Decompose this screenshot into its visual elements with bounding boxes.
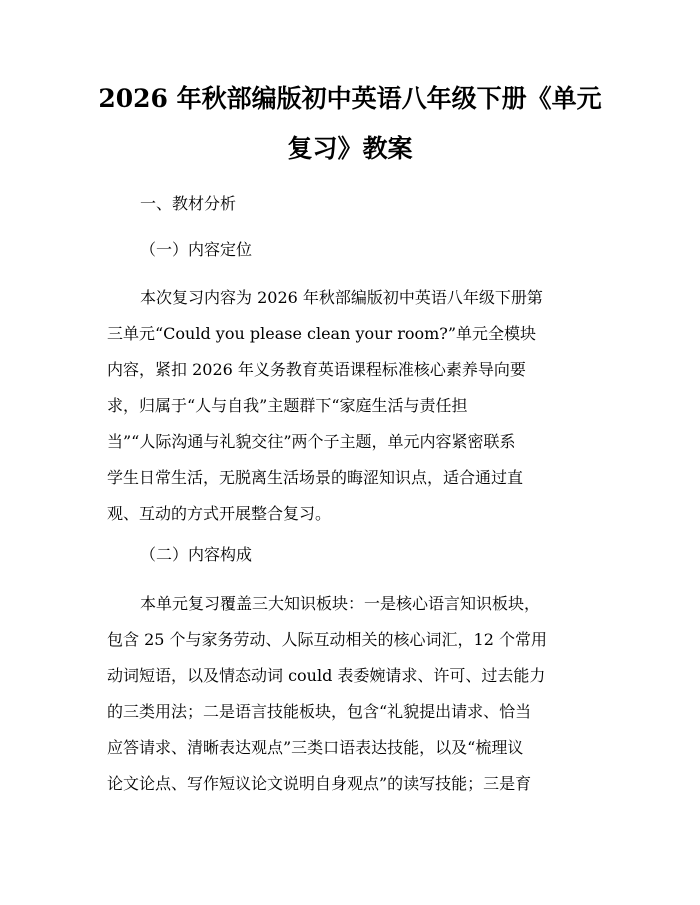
subsection-heading-content-composition: （二）内容构成 bbox=[140, 545, 253, 564]
subsection-heading-content-positioning: （一）内容定位 bbox=[140, 240, 253, 259]
paragraph-1-line-7: 观、互动的方式开展整合复习。 bbox=[107, 504, 332, 523]
paragraph-1-line-1: 本次复习内容为 2026 年秋部编版初中英语八年级下册第 bbox=[140, 288, 543, 307]
paragraph-2-line-6: 论文论点、写作短议论文说明自身观点”的读写技能；三是育 bbox=[107, 774, 532, 793]
paragraph-1-line-5: 当”“人际沟通与礼貌交往”两个子主题，单元内容紧密联系 bbox=[107, 432, 516, 451]
paragraph-1-line-2: 三单元“Could you please clean your room?”单元全模块 bbox=[107, 324, 537, 343]
section-heading-textbook-analysis: 一、教材分析 bbox=[140, 194, 237, 213]
paragraph-1-line-6: 学生日常生活，无脱离生活场景的晦涩知识点，适合通过直 bbox=[107, 468, 524, 487]
paragraph-2-line-5: 应答请求、清晰表达观点”三类口语表达技能，以及“梳理议 bbox=[107, 738, 524, 757]
paragraph-2-line-2: 包含 25 个与家务劳动、人际互动相关的核心词汇，12 个常用 bbox=[107, 630, 547, 649]
paragraph-2-line-3: 动词短语，以及情态动词 could 表委婉请求、许可、过去能力 bbox=[107, 666, 546, 685]
paragraph-1-line-3: 内容，紧扣 2026 年义务教育英语课程标准核心素养导向要 bbox=[107, 360, 526, 379]
paragraph-1-line-4: 求，归属于“人与自我”主题群下“家庭生活与责任担 bbox=[107, 396, 468, 415]
document-title-line-2: 复习》教案 bbox=[287, 134, 413, 163]
paragraph-2-line-4: 的三类用法；二是语言技能板块，包含“礼貌提出请求、恰当 bbox=[107, 702, 532, 721]
document-title-line-1: 2026 年秋部编版初中英语八年级下册《单元 bbox=[98, 84, 602, 113]
paragraph-2-line-1: 本单元复习覆盖三大知识板块：一是核心语言知识板块， bbox=[140, 594, 541, 613]
